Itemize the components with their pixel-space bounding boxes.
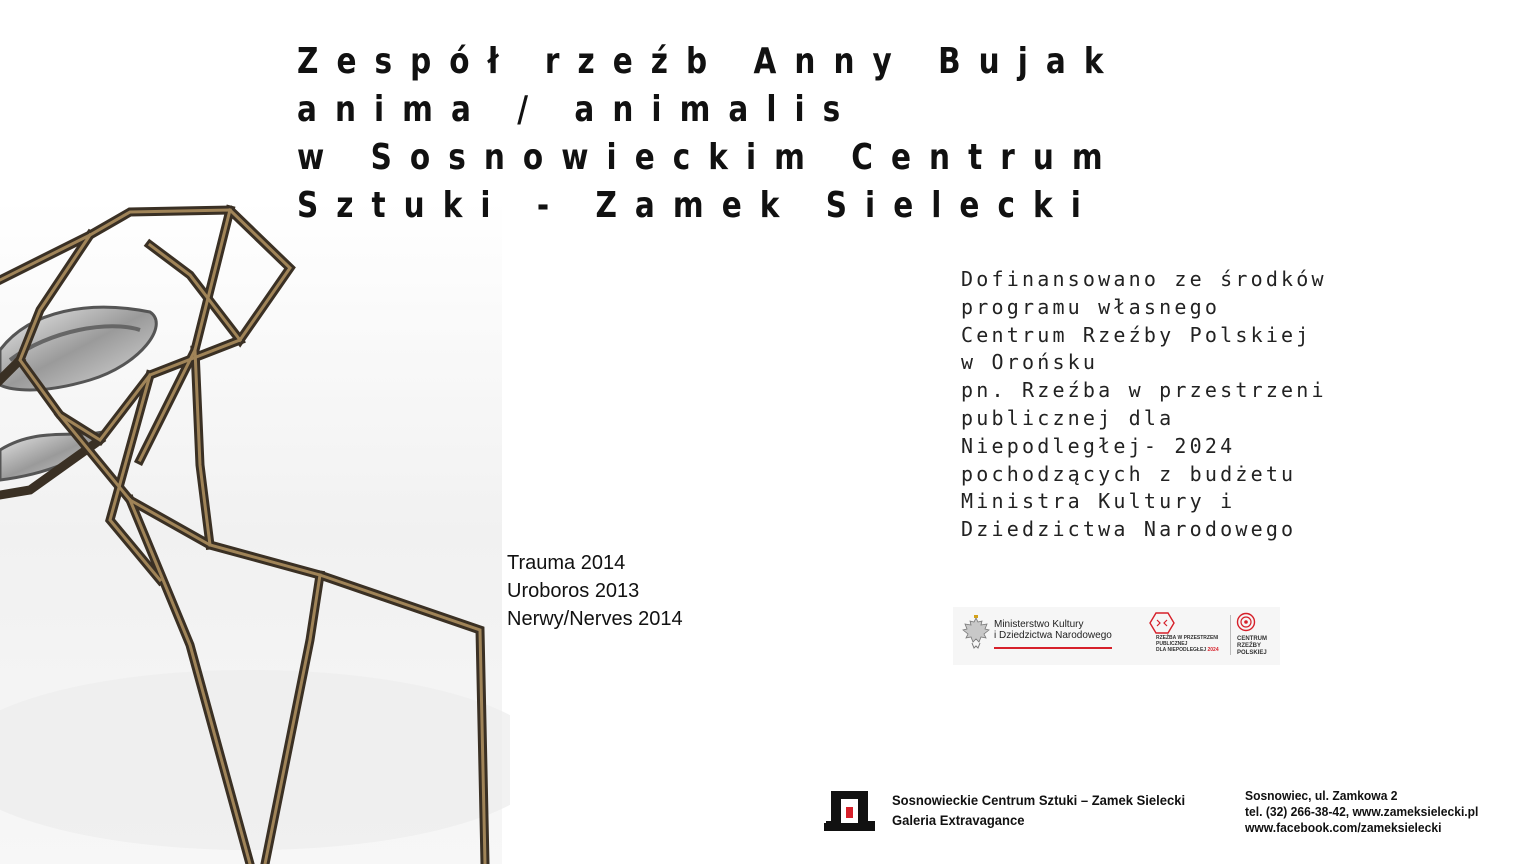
ministry-logo-text — [994, 619, 1112, 641]
works-list — [507, 549, 683, 633]
work-item: Uroboros 2013 — [507, 580, 640, 602]
facebook-line: www.facebook.com/zameksielecki — [1245, 820, 1442, 835]
polish-eagle-icon — [961, 615, 991, 651]
funding-statement — [961, 266, 1327, 544]
crp-line: POLSKIEJ — [1237, 650, 1267, 656]
phone-website-line: tel. (32) 266-38-42, www.zameksielecki.pl — [1245, 804, 1479, 819]
hexagon-outline-icon — [1149, 612, 1175, 634]
rzezba-line-last — [1156, 647, 1219, 653]
ministry-line: Ministerstwo Kultury — [994, 619, 1084, 630]
crp-logo-text — [1237, 636, 1267, 657]
org-line: Galeria Extravagance — [892, 812, 1025, 828]
funding-line: publicznej dla — [961, 405, 1175, 430]
organization-name — [892, 790, 1185, 830]
title-line: anima / animalis — [297, 89, 859, 130]
rzezba-program-text — [1156, 635, 1219, 653]
funding-line: Ministra Kultury i — [961, 489, 1236, 514]
castle-gate-icon — [824, 791, 875, 831]
funding-line: Centrum Rzeźby Polskiej — [961, 322, 1312, 347]
rzezba-line: RZEŹBA W PRZESTRZENI — [1156, 635, 1219, 641]
rzezba-year: 2024 — [1207, 647, 1219, 653]
ministry-line: i Dziedzictwa Narodowego — [994, 630, 1112, 641]
funding-line: programu własnego — [961, 294, 1221, 319]
title-line: w Sosnowieckim Centrum — [297, 137, 1121, 178]
crp-line: RZEŹBY — [1237, 643, 1261, 649]
title-line: Zespół rzeźb Anny Bujak — [297, 41, 1122, 82]
contact-info — [1245, 788, 1478, 836]
work-item: Nerwy/Nerves 2014 — [507, 608, 683, 630]
funding-line: w Orońsku — [961, 350, 1099, 375]
funding-line: pn. Rzeźba w przestrzeni — [961, 378, 1327, 403]
work-item: Trauma 2014 — [507, 552, 626, 574]
exhibition-title — [297, 38, 1121, 230]
logo-divider — [1230, 615, 1231, 655]
ministry-red-bar — [994, 647, 1112, 649]
funding-line: Niepodległej- 2024 — [961, 433, 1236, 458]
funding-line: Dziedzictwa Narodowego — [961, 517, 1297, 542]
funding-line: pochodzących z budżetu — [961, 461, 1297, 486]
sponsor-logos — [953, 607, 1280, 665]
crp-line: CENTRUM — [1237, 636, 1267, 642]
address-line: Sosnowiec, ul. Zamkowa 2 — [1245, 788, 1398, 803]
rzezba-line-label: DLA NIEPODLEGŁEJ — [1156, 647, 1207, 653]
rzezba-line: PUBLICZNEJ — [1156, 641, 1188, 647]
org-line: Sosnowieckie Centrum Sztuki – Zamek Sielecki — [892, 792, 1186, 808]
concentric-circles-icon — [1236, 612, 1256, 632]
title-line: Sztuki - Zamek Sielecki — [297, 185, 1099, 226]
funding-line: Dofinansowano ze środków — [961, 267, 1327, 291]
sculpture-photo — [0, 200, 510, 864]
